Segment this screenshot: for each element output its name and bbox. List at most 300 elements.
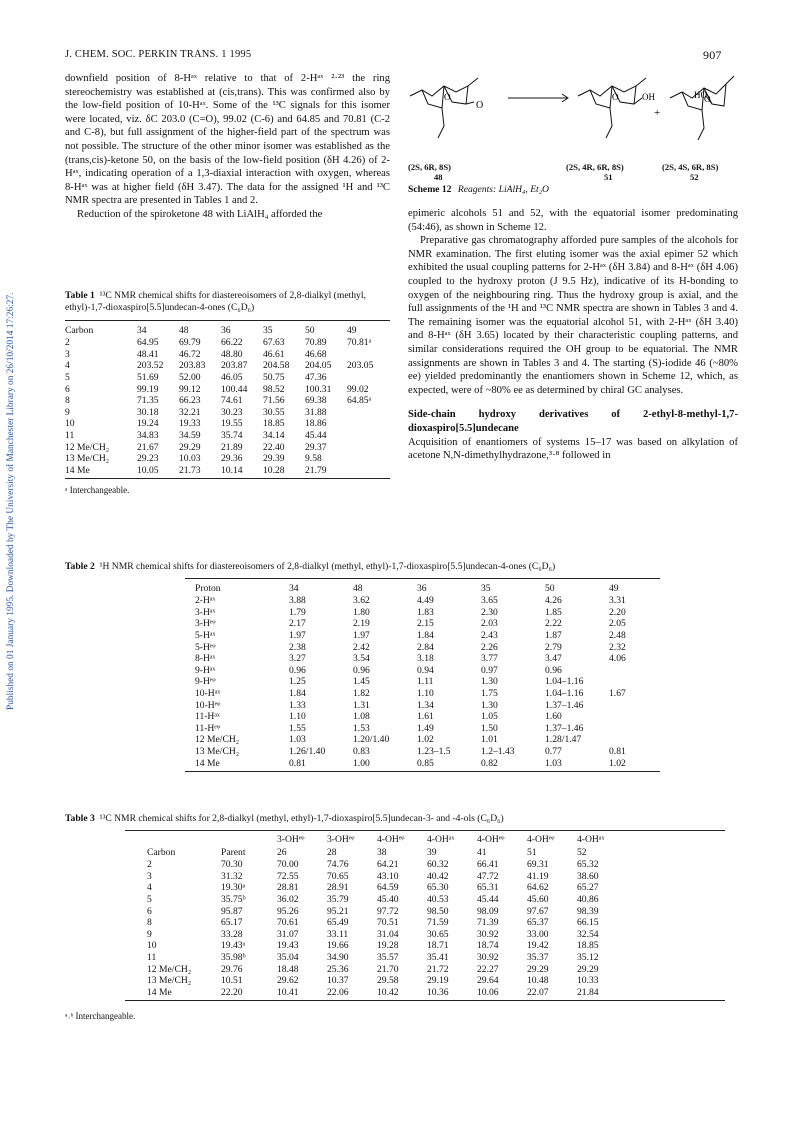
- table-cell: 3.54: [353, 653, 370, 665]
- table3-col-header: 39: [427, 846, 437, 858]
- table-cell: 3.27: [289, 653, 306, 665]
- table-cell: 33.00: [527, 928, 549, 940]
- table-cell: 22.27: [477, 963, 499, 975]
- scheme-12-caption: [408, 184, 549, 195]
- table-cell: 29.23: [137, 453, 159, 465]
- table-cell: 21.84: [577, 986, 599, 998]
- table-cell: 10.51: [221, 975, 243, 987]
- table-cell: 64.21: [377, 859, 399, 871]
- table2-col-header: 36: [417, 582, 427, 594]
- table-cell: 12 Me/CH₂: [65, 441, 110, 453]
- hydroxy-label-51: OH: [642, 92, 655, 102]
- table-cell: 45.40: [377, 894, 399, 906]
- table3-col-group-header: 4-OHᵃˣ: [577, 833, 605, 845]
- table-1: [65, 290, 390, 495]
- table-cell: 1.33: [289, 699, 306, 711]
- table-cell: 10.42: [377, 986, 399, 998]
- table-cell: 4.06: [609, 653, 626, 665]
- table-cell: 21.67: [137, 441, 159, 453]
- table-cell: 29.29: [577, 963, 599, 975]
- table-cell: 2.84: [417, 641, 434, 653]
- table-cell: 31.04: [377, 928, 399, 940]
- table-cell: 65.31: [477, 882, 499, 894]
- table-cell: 35.57: [377, 952, 399, 964]
- table-cell: 50.75: [263, 372, 285, 384]
- table-cell: 30.18: [137, 406, 159, 418]
- table-cell: 95.87: [221, 905, 243, 917]
- table-row: [147, 963, 627, 975]
- table-cell: [347, 372, 390, 384]
- table-cell: 45.44: [477, 894, 499, 906]
- table-cell: 0.85: [417, 757, 434, 769]
- table-cell: 19.28: [377, 940, 399, 952]
- table-cell: 1.83: [417, 606, 434, 618]
- table-cell: 48.41: [137, 348, 159, 360]
- table-cell: 1.10: [417, 688, 434, 700]
- table-cell: 1.20/1.40: [353, 734, 390, 746]
- table-cell: 11: [65, 430, 75, 442]
- table-cell: 10.28: [263, 464, 285, 476]
- table-cell: 9-Hᵃˣ: [195, 664, 216, 676]
- table3-col-group-header: 3-OHᵉᵠ: [327, 833, 355, 845]
- table-cell: 0.97: [481, 664, 498, 676]
- table-cell: 3.18: [417, 653, 434, 665]
- table-row: [65, 441, 390, 453]
- table-cell: 10-Hᵃˣ: [195, 688, 221, 700]
- table-cell: 99.19: [137, 383, 159, 395]
- scheme-12: [408, 68, 738, 194]
- table-cell: 5-Hᵃˣ: [195, 630, 216, 642]
- table-cell: 64.95: [137, 337, 159, 349]
- table-cell: 34.90: [327, 952, 349, 964]
- table-cell: 51.69: [137, 372, 159, 384]
- table-cell: 99.02: [347, 383, 369, 395]
- table-cell: 95.21: [327, 905, 349, 917]
- table-cell: 12 Me/CH₂: [147, 963, 192, 975]
- table-1-caption-text: ¹³C NMR chemical shifts for diastereoisomers of 2,8-dialkyl (methyl, ethyl)-1,7-dioxaspiro[5.5]undecan-4-ones (C₆D₆): [65, 290, 366, 313]
- download-notice-text[interactable]: Published on 01 January 1995. Downloaded by The University of Manchester Library on 26/10/2014 17:26:27.: [6, 292, 16, 710]
- scheme-12-drawing: [408, 68, 738, 168]
- table-cell: 1.23–1.5: [417, 746, 451, 758]
- table-cell: 2.38: [289, 641, 306, 653]
- table-cell: 19.66: [327, 940, 349, 952]
- table-cell: 1.01: [481, 734, 498, 746]
- table-cell: 46.61: [263, 348, 285, 360]
- table-cell: 30.55: [263, 406, 285, 418]
- table-row: [65, 430, 390, 442]
- table-cell: 1.08: [353, 711, 370, 723]
- table-cell: [347, 441, 390, 453]
- table-cell: 40.53: [427, 894, 449, 906]
- table-cell: 70.65: [327, 870, 349, 882]
- table-3-label: Table 3: [65, 813, 95, 824]
- table-row: [147, 940, 627, 952]
- table3-col-header: Parent: [221, 846, 246, 858]
- table-cell: 4: [147, 882, 152, 894]
- table3-col-group-header: 4-OHᵃˣ: [427, 833, 455, 845]
- table-1-header-row: [65, 323, 390, 337]
- ring-oxygen-label-52: O: [704, 94, 711, 104]
- table-cell: [609, 723, 659, 735]
- table1-col-header: 36: [221, 324, 231, 336]
- table-row: [147, 894, 627, 906]
- table2-col-header: 48: [353, 582, 363, 594]
- table-cell: 8: [147, 917, 152, 929]
- table-cell: 47.36: [305, 372, 327, 384]
- table-cell: 1.02: [609, 757, 626, 769]
- scheme-12-caption-label: Scheme 12: [408, 184, 452, 195]
- table3-col-header: 38: [377, 846, 387, 858]
- table-cell: 13 Me/CH₂: [195, 746, 240, 758]
- table-cell: 98.09: [477, 905, 499, 917]
- table-cell: 13 Me/CH₂: [65, 453, 110, 465]
- table-cell: 3.77: [481, 653, 498, 665]
- table-cell: 1.10: [289, 711, 306, 723]
- table-cell: [347, 407, 390, 419]
- table3-col-header: 52: [577, 846, 587, 858]
- table-cell: 10.05: [137, 464, 159, 476]
- table-cell: 0.83: [353, 746, 370, 758]
- table-cell: 35.04: [277, 952, 299, 964]
- table-cell: 1.97: [353, 630, 370, 642]
- table-cell: 34.59: [179, 430, 201, 442]
- table-cell: 203.87: [221, 360, 248, 372]
- table-cell: 21.73: [179, 464, 201, 476]
- table-cell: 4.49: [417, 595, 434, 607]
- table-cell: 30.92: [477, 928, 499, 940]
- table-row: [195, 653, 659, 665]
- table-cell: 28.81: [277, 882, 299, 894]
- table-cell: 203.83: [179, 360, 206, 372]
- table-cell: 204.58: [263, 360, 290, 372]
- table-cell: 64.59: [377, 882, 399, 894]
- table-row: [195, 665, 659, 677]
- right-paragraph-1: epimeric alcohols 51 and 52, with the equatorial isomer predominating (54:46), as shown in Scheme 12.: [408, 208, 738, 233]
- table-cell: 9: [65, 406, 70, 418]
- table-cell: [609, 734, 659, 746]
- table-cell: 22.07: [527, 986, 549, 998]
- table-cell: 29.39: [263, 453, 285, 465]
- table-cell: 1.49: [417, 722, 434, 734]
- left-paragraph-1: downfield position of 8-Hᵃˣ relative to that of 2-Hᵃˣ ²·²³ the ring stereochemistry was established at (cis,trans). This was confirmed also by the low-field position of 10-Hᵃˣ. Some of the ¹³C signals for this isomer were located, viz. δC 203.0 (C=O), 99.02 (C-6) and 64.85 and 70.81 (C-2 and C-8), but full assignment of the higher-field part of the spectrum was not possible. The structure of the other minor isomer was established as the (trans,cis)-ketone 50, on the basis of the low-field position (δH 4.26) of 2-Hᵃˣ, indicating operation of a 1,3-diaxial interaction with oxygen, whereas 8-Hᵃˣ was at higher field (δH 3.47). The data for the assigned ¹H and ¹³C NMR spectra are presented in Tables 1 and 2.: [65, 73, 390, 207]
- table-cell: 29.37: [305, 441, 327, 453]
- table-cell: 0.94: [417, 664, 434, 676]
- table-cell: 10-Hᵉᵠ: [195, 699, 221, 711]
- table-cell: 3.65: [481, 595, 498, 607]
- table1-col-header: 34: [137, 324, 147, 336]
- table-cell: 10.37: [327, 975, 349, 987]
- table-cell: 38.60: [577, 870, 599, 882]
- right-paragraph-2: Preparative gas chromatography afforded pure samples of the alcohols for NMR examination. The first eluting isomer was the axial epimer 52 which exhibited the usual coupling patterns for 2-Hᵃˣ (δH 3.84) and 8-Hᵃˣ (δH 4.06) coupled to the hydroxy proton (J 9.5 Hz), indicative of its H-bonding to oxygen of the neighbouring ring. Thus the hydroxy group is axial, and the full assignments of the ¹H and ¹³C NMR spectra are shown in Tables 3 and 4. The remaining isomer was the equatorial alcohol 51, with 2-Hᵃˣ (δH 3.40) and 8-Hᵃˣ (δH 3.65) located by their characteristic coupling patterns, and similar considerations required the OH group to be equatorial. The NMR assignments are shown in Tables 3 and 4. The starting (S)-iodide 46 (~80% ee) yielded predominantly the enantiomers shown in Scheme 12, which, as expected, were of ~80% ee as determined by chiral GC analyses.: [408, 235, 738, 396]
- table-cell: 29.29: [527, 963, 549, 975]
- table-cell: 3-Hᵃˣ: [195, 606, 216, 618]
- compound-48-config: (2S, 6R, 8S): [408, 162, 451, 172]
- table-cell: 2.03: [481, 618, 498, 630]
- table-cell: 1.26/1.40: [289, 746, 326, 758]
- table3-col-group-header: 4-OHᵉᵠ: [477, 833, 505, 845]
- table-cell: 19.30ᵃ: [221, 882, 246, 894]
- table1-col-header: 48: [179, 324, 189, 336]
- table-cell: 2.20: [609, 606, 626, 618]
- table-cell: 11-Hᵃˣ: [195, 711, 220, 723]
- table-cell: 31.88: [305, 406, 327, 418]
- table-cell: 2.19: [353, 618, 370, 630]
- table-2-grid: [195, 581, 659, 769]
- table-cell: 66.41: [477, 859, 499, 871]
- table-row: [65, 465, 390, 477]
- table-cell: 70.51: [377, 917, 399, 929]
- table-cell: 1.11: [417, 676, 434, 688]
- table-row: [195, 607, 659, 619]
- table-cell: 48.80: [221, 348, 243, 360]
- table-cell: 6: [65, 383, 70, 395]
- table-cell: 2.17: [289, 618, 306, 630]
- table-cell: 95.26: [277, 905, 299, 917]
- table3-col-group-header: 4-OHᵉᵠ: [527, 833, 555, 845]
- table-cell: 1.80: [353, 606, 370, 618]
- section-heading: Side-chain hydroxy derivatives of 2-ethyl-8-methyl-1,7-dioxaspiro[5.5]undecane: [408, 409, 738, 434]
- table-cell: 97.67: [527, 905, 549, 917]
- table-cell: 100.31: [305, 383, 332, 395]
- table-cell: 0.96: [353, 664, 370, 676]
- table-cell: 18.85: [263, 418, 285, 430]
- table-1-grid: [65, 323, 390, 476]
- table-cell: 5-Hᵉᵠ: [195, 641, 216, 653]
- table-cell: 69.79: [179, 337, 201, 349]
- table-cell: 9-Hᵉᵠ: [195, 676, 216, 688]
- table-cell: 66.15: [577, 917, 599, 929]
- compound-51-number: 51: [604, 172, 613, 182]
- table-cell: 204.05: [305, 360, 332, 372]
- table-cell: [609, 665, 659, 677]
- table-cell: 35.79: [327, 894, 349, 906]
- table-cell: 46.72: [179, 348, 201, 360]
- table-2-label: Table 2: [65, 561, 95, 572]
- table-cell: 19.24: [137, 418, 159, 430]
- table-cell: 11-Hᵉᵠ: [195, 722, 221, 734]
- table-cell: 30.92: [477, 952, 499, 964]
- table3-col-group-header: [221, 833, 277, 845]
- table-row: [147, 859, 627, 871]
- table-2-header-row: [195, 581, 659, 595]
- table-row: [195, 699, 659, 711]
- table-cell: 10: [147, 940, 157, 952]
- table-2: [65, 561, 740, 772]
- table-cell: 1.45: [353, 676, 370, 688]
- table-cell: 74.61: [221, 395, 243, 407]
- table-cell: 3: [147, 870, 152, 882]
- table-cell: 22.06: [327, 986, 349, 998]
- table-cell: 65.27: [577, 882, 599, 894]
- table2-col-header: 50: [545, 582, 555, 594]
- table-cell: 10.06: [477, 986, 499, 998]
- table3-col-header: 41: [477, 846, 487, 858]
- table-row: [147, 871, 627, 883]
- table-cell: 0.82: [481, 757, 498, 769]
- table-cell: 1.37–1.46: [545, 722, 584, 734]
- table-cell: 1.84: [417, 630, 434, 642]
- table-cell: 10.48: [527, 975, 549, 987]
- table-cell: 1.03: [545, 757, 562, 769]
- table-3-footnote: ᵃ˒ᵇ Interchangeable.: [65, 1011, 136, 1022]
- table-cell: 33.28: [221, 928, 243, 940]
- table-row: [65, 418, 390, 430]
- table-cell: [609, 711, 659, 723]
- table-cell: 3.62: [353, 595, 370, 607]
- table-cell: 4.26: [545, 595, 562, 607]
- table-cell: 3.88: [289, 595, 306, 607]
- table-cell: 0.77: [545, 746, 562, 758]
- table-cell: 70.81ᵃ: [347, 337, 372, 349]
- table-cell: 60.32: [427, 859, 449, 871]
- table-cell: 1.97: [289, 630, 306, 642]
- table-cell: 1.75: [481, 688, 498, 700]
- table-cell: 9: [147, 928, 152, 940]
- table-cell: 1.85: [545, 606, 562, 618]
- table-cell: 34.14: [263, 430, 285, 442]
- table-cell: 10.14: [221, 464, 243, 476]
- table-cell: 29.36: [221, 453, 243, 465]
- table-cell: 1.28/1.47: [545, 734, 582, 746]
- table-cell: 70.89: [305, 337, 327, 349]
- table-cell: 1.82: [353, 688, 370, 700]
- table-cell: 2: [147, 859, 152, 871]
- table-cell: 29.62: [277, 975, 299, 987]
- table2-col-header: Proton: [195, 582, 221, 594]
- table-cell: 1.84: [289, 688, 306, 700]
- ketone-oxygen-label: O: [476, 100, 484, 111]
- table-cell: 0.81: [609, 746, 626, 758]
- table-cell: [609, 699, 659, 711]
- table-cell: 98.52: [263, 383, 285, 395]
- table-cell: 29.29: [179, 441, 201, 453]
- table-cell: 71.35: [137, 395, 159, 407]
- table-cell: 8: [65, 395, 70, 407]
- table-cell: 203.05: [347, 360, 374, 372]
- table-cell: 30.23: [221, 406, 243, 418]
- table-row: [195, 688, 659, 700]
- table-cell: 1.04–1.16: [545, 676, 584, 688]
- table-row: [65, 383, 390, 395]
- table-cell: 0.81: [289, 757, 306, 769]
- table-cell: 18.86: [305, 418, 327, 430]
- table-cell: 45.44: [305, 430, 327, 442]
- table-cell: 33.11: [327, 928, 349, 940]
- table-cell: 18.48: [277, 963, 299, 975]
- table-cell: [609, 676, 659, 688]
- table-cell: 0.96: [545, 664, 562, 676]
- table-cell: 71.59: [427, 917, 449, 929]
- table-cell: 21.89: [221, 441, 243, 453]
- table-cell: 97.72: [377, 905, 399, 917]
- table-cell: 1.05: [481, 711, 498, 723]
- table1-col-header: 49: [347, 324, 357, 336]
- table-cell: 22.40: [263, 441, 285, 453]
- table-cell: 100.44: [221, 383, 248, 395]
- table-cell: [347, 453, 390, 465]
- table-cell: [347, 465, 390, 477]
- table-cell: 31.32: [221, 870, 243, 882]
- download-notice: [0, 210, 16, 710]
- table-row: [65, 349, 390, 361]
- table-cell: 21.70: [377, 963, 399, 975]
- compound-48-number: 48: [434, 172, 443, 182]
- table-cell: 65.49: [327, 917, 349, 929]
- table-cell: 2.30: [481, 606, 498, 618]
- compound-52-config: (2S, 4S, 6R, 8S): [662, 162, 719, 172]
- table1-col-header: 50: [305, 324, 315, 336]
- table-cell: 64.85ᵃ: [347, 395, 372, 407]
- table-row: [65, 407, 390, 419]
- table-cell: 1.2–1.43: [481, 746, 515, 758]
- table-3-caption: [65, 813, 740, 824]
- table-cell: 10.03: [179, 453, 201, 465]
- table-cell: 21.72: [427, 963, 449, 975]
- table-cell: 30.65: [427, 928, 449, 940]
- table-cell: 45.60: [527, 894, 549, 906]
- table-cell: 2.48: [609, 630, 626, 642]
- table-cell: 19.42: [527, 940, 549, 952]
- table-cell: 28.91: [327, 882, 349, 894]
- table-cell: 18.74: [477, 940, 499, 952]
- scheme-12-caption-text: Reagents: LiAlH₄, Et₂O: [457, 184, 549, 195]
- table-cell: 14 Me: [195, 757, 220, 769]
- table-row: [147, 987, 627, 999]
- table-cell: 8-Hᵃˣ: [195, 653, 216, 665]
- table-cell: 1.30: [481, 676, 498, 688]
- table-row: [195, 757, 659, 769]
- compound-51-config: (2S, 4R, 6R, 8S): [566, 162, 624, 172]
- table-row: [147, 952, 627, 964]
- table-cell: 70.30: [221, 859, 243, 871]
- table-cell: 1.50: [481, 722, 498, 734]
- table-cell: 1.00: [353, 757, 370, 769]
- table-cell: 71.39: [477, 917, 499, 929]
- table1-col-header: Carbon: [65, 324, 94, 336]
- table-cell: 35.41: [427, 952, 449, 964]
- table-cell: 43.10: [377, 870, 399, 882]
- table-cell: 19.55: [221, 418, 243, 430]
- table3-col-group-header: 4-OHᵉᵠ: [377, 833, 405, 845]
- table-cell: 12 Me/CH₂: [195, 734, 240, 746]
- table-row: [147, 905, 627, 917]
- table3-col-header: 26: [277, 846, 287, 858]
- table-row: [195, 630, 659, 642]
- plus-sign: +: [654, 107, 661, 119]
- table-row: [65, 453, 390, 465]
- hydroxy-label-52: HO: [694, 90, 707, 100]
- table-cell: 2.22: [545, 618, 562, 630]
- table-cell: 35.98ᵇ: [221, 952, 246, 964]
- table-row: [195, 723, 659, 735]
- ring-oxygen-label: O: [444, 92, 451, 102]
- table-cell: 5: [65, 372, 70, 384]
- table-1-label: Table 1: [65, 290, 95, 301]
- table-cell: 25.36: [327, 963, 349, 975]
- table1-col-header: 35: [263, 324, 273, 336]
- table-cell: 29.76: [221, 963, 243, 975]
- table-cell: 99.12: [179, 383, 201, 395]
- table-row: [195, 734, 659, 746]
- table-cell: 1.04–1.16: [545, 688, 584, 700]
- table-row: [195, 641, 659, 653]
- table-cell: 98.39: [577, 905, 599, 917]
- table-row: [195, 595, 659, 607]
- table3-col-header: 51: [527, 846, 537, 858]
- table-row: [195, 746, 659, 758]
- table-cell: 67.63: [263, 337, 285, 349]
- running-title: J. CHEM. SOC. PERKIN TRANS. 1 1995: [65, 49, 252, 60]
